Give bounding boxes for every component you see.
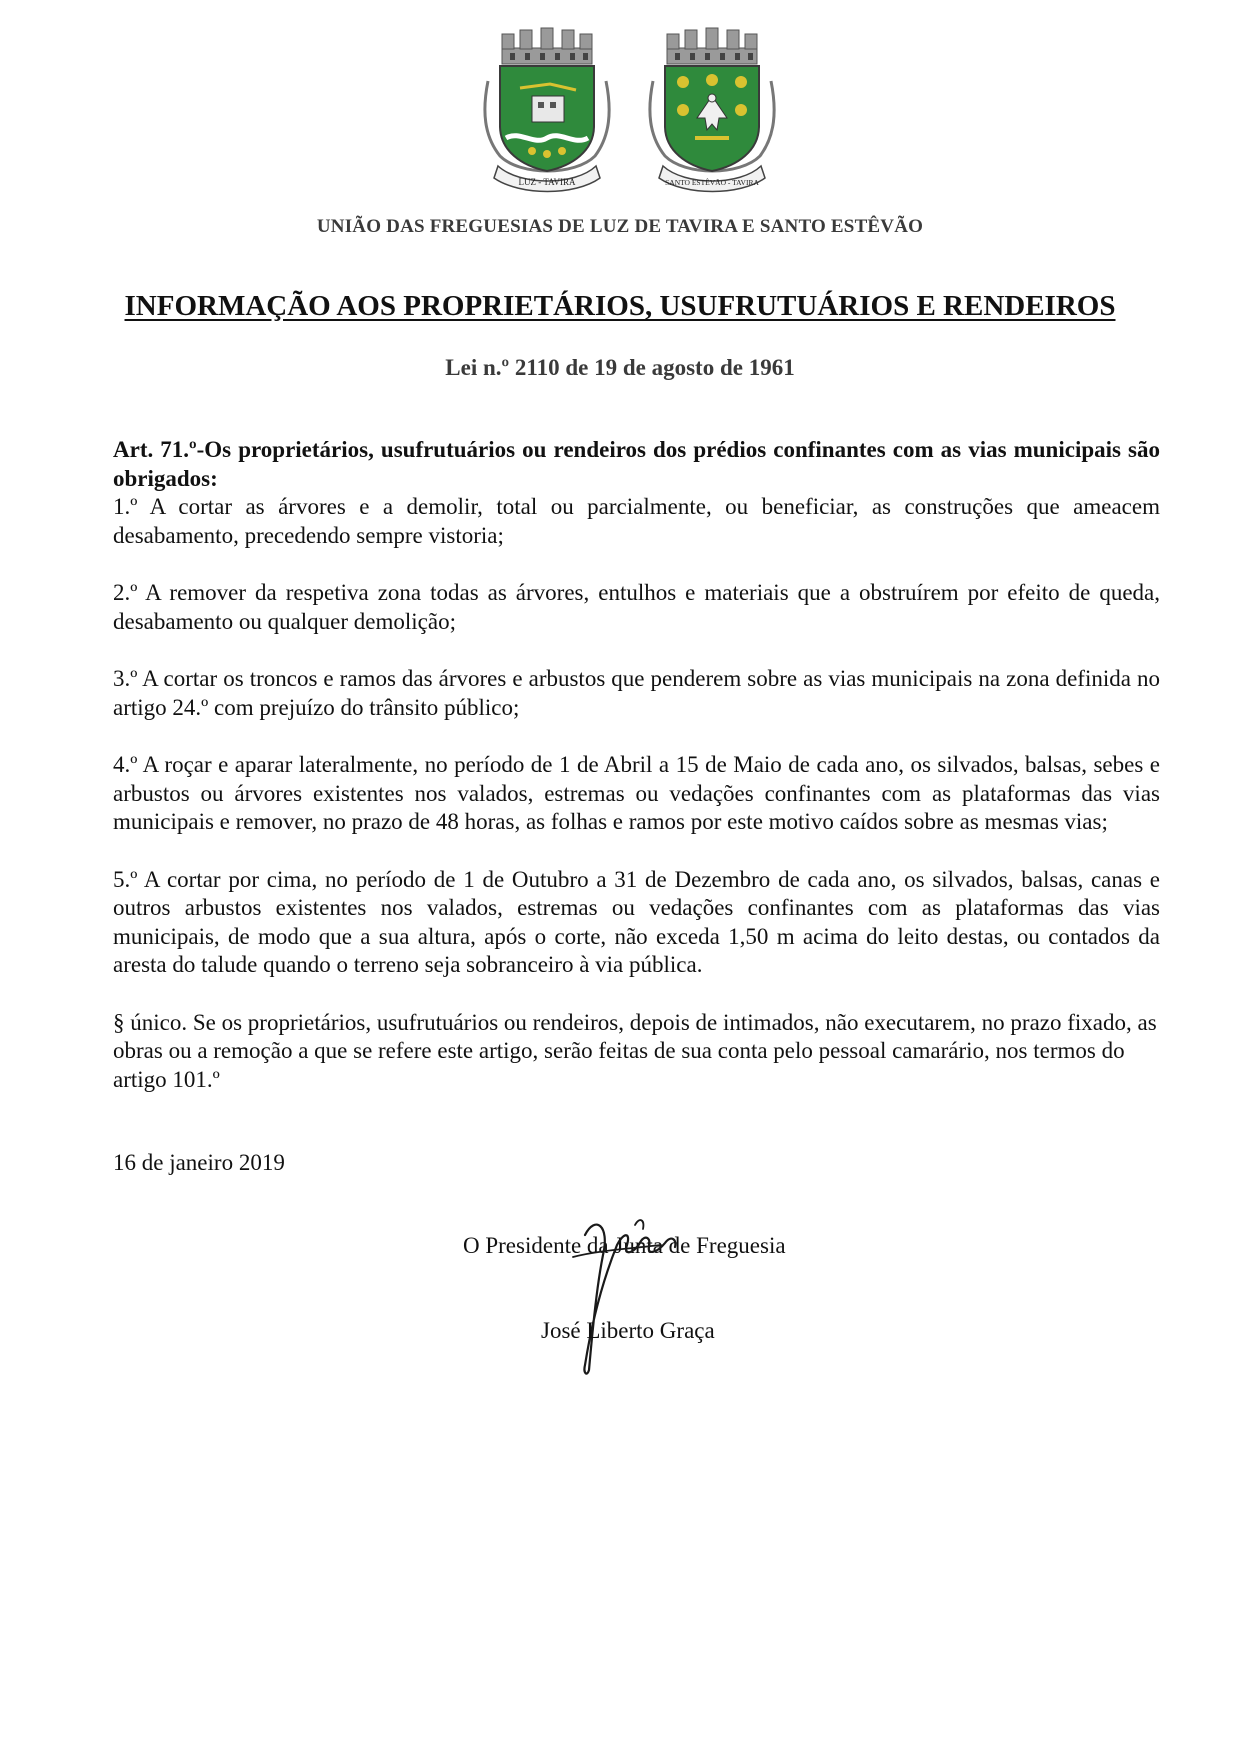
handwritten-signature <box>565 1195 695 1380</box>
paragraph-unico: § único. Se os proprietários, usufrutuários ou rendeiros, depois de intimados, não executarem, no prazo fixado, as obras ou a remoção a que se refere este artigo, serão feitas de sua conta pelo pessoal camarário, nos termos do artigo 101.º <box>113 1009 1157 1092</box>
article-heading: Art. 71.º-Os proprietários, usufrutuários ou rendeiros dos prédios confinantes com as vias municipais são obrigados: <box>113 437 1160 491</box>
article-item-3: 3.º A cortar os troncos e ramos das árvores e arbustos que penderem sobre as vias municipais na zona definida no artigo 24.º com prejuízo do trânsito público; <box>113 666 1160 720</box>
article-item-2: 2.º A remover da respetiva zona todas as árvores, entulhos e materiais que a obstruírem por efeito de queda, desabamento ou qualquer demolição; <box>113 580 1160 634</box>
crest-santo-estevao <box>650 28 774 192</box>
crest-luz-tavira <box>485 28 609 192</box>
svg-text:SANTO ESTÊVÃO - TAVIRA: SANTO ESTÊVÃO - TAVIRA <box>665 178 759 187</box>
coats-of-arms <box>480 26 780 196</box>
law-reference: Lei n.º 2110 de 19 de agosto de 1961 <box>445 355 795 380</box>
article-body <box>113 436 1160 1094</box>
organization-name: UNIÃO DAS FREGUESIAS DE LUZ DE TAVIRA E SANTO ESTÊVÃO <box>316 216 924 237</box>
signer-role: O Presidente da Junta de Freguesia <box>463 1233 786 1258</box>
article-item-1: 1.º A cortar as árvores e a demolir, total ou parcialmente, ou beneficiar, as construções que ameacem desabamento, precedendo sempre vistoria; <box>113 494 1160 548</box>
document-date: 16 de janeiro 2019 <box>113 1150 285 1175</box>
article-item-4: 4.º A roçar e aparar lateralmente, no período de 1 de Abril a 15 de Maio de cada ano, os silvados, balsas, sebes e arbustos ou árvores existentes nos valados, estremas ou vedações confinantes com as plataformas das vias municipais e remover, no prazo de 48 horas, as folhas e ramos por este motivo caídos sobre as mesmas vias; <box>113 752 1160 834</box>
article-item-5: 5.º A cortar por cima, no período de 1 de Outubro a 31 de Dezembro de cada ano, os silvados, balsas, canas e outros arbustos existentes nos valados, estremas ou vedações confinantes com as plataformas das vias municipais, de modo que a sua altura, após o corte, não exceda 1,50 m acima do leito destas, ou contados da aresta do talude quando o terreno seja sobranceiro à via pública. <box>113 866 1160 977</box>
svg-text:LUZ - TAVIRA: LUZ - TAVIRA <box>518 177 576 187</box>
document-title: INFORMAÇÃO AOS PROPRIETÁRIOS, USUFRUTUÁRIOS E RENDEIROS <box>124 290 1116 322</box>
signer-name: José Liberto Graça <box>541 1318 715 1343</box>
